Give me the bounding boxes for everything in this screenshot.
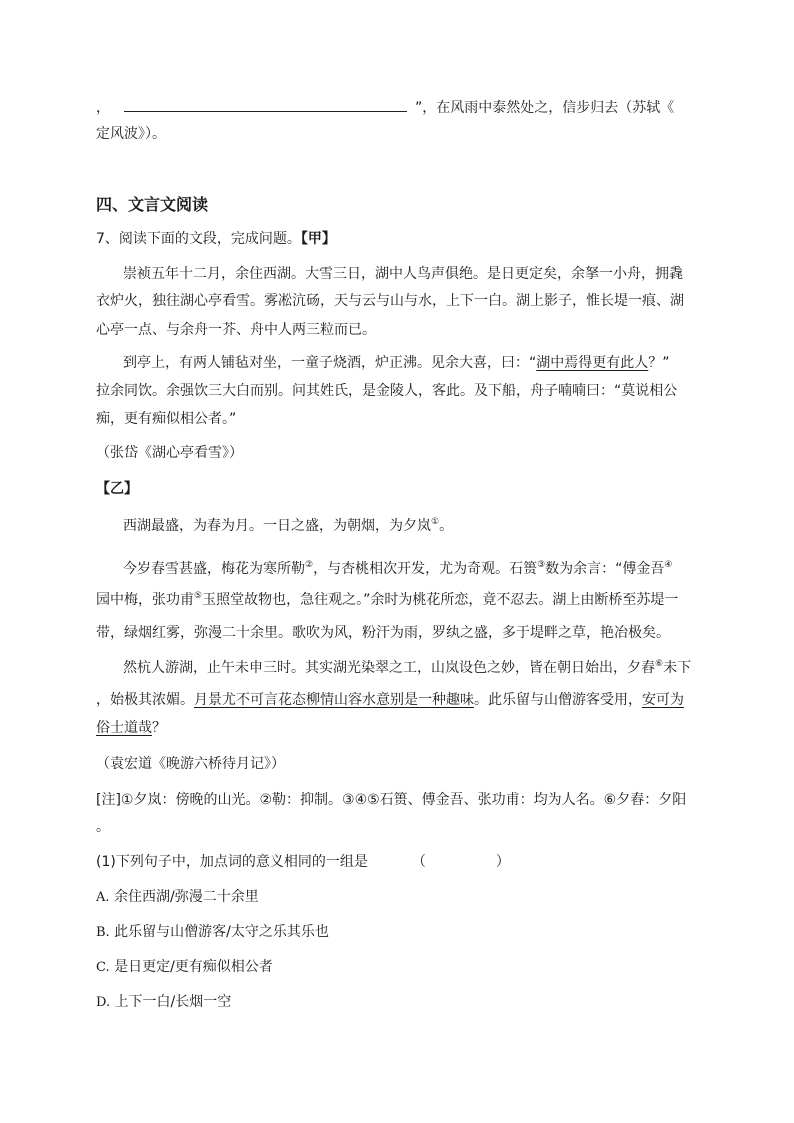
yi-p3-line2: ，始极其浓媚。月景尤不可言花态柳情山容水意别是一种趣味。此乐留与山僧游客受用，安可为 <box>96 692 684 708</box>
footnote-marker: ⑤ <box>194 591 203 601</box>
passage-jia-label: 【甲】 <box>300 231 336 247</box>
sub-question-stem: (1)下列句子中，加点词的意义相同的一组是 （ ） <box>96 854 510 870</box>
section-title: 四、文言文阅读 <box>96 195 209 214</box>
question-intro: 7、阅读下面的文段，完成问题。【甲】 <box>96 231 336 247</box>
yi-p2-line2: 园中梅，张功甫⑤玉照堂故物也，急往观之。”余时为桃花所恋，竟不忍去。湖上由断桥至苏堤一 <box>96 591 679 608</box>
underlined-sentence: 月景尤不可言花态柳情山容水意别是一种趣味 <box>194 692 474 708</box>
yi-p3-line1: 然杭人游湖，止午未申三时。其实湖光染翠之工，山岚设色之妙，皆在朝日始出，夕舂⑥未下 <box>123 659 692 676</box>
jia-p2-line2: 拉余同饮。余强饮三大白而别。问其姓氏，是金陵人，客此。及下船，舟子喃喃曰：“莫说相公 <box>96 383 678 399</box>
notes-line2: 。 <box>96 819 110 835</box>
yi-source: （袁宏道《晚游六桥待月记》） <box>96 756 285 772</box>
comma-text: ， <box>96 100 110 116</box>
jia-p1-line1: 崇祯五年十二月，余住西湖。大雪三日，湖中人鸟声俱绝。是日更定矣，余拏一小舟，拥毳 <box>123 266 683 282</box>
underlined-phrase: 俗士道哉 <box>96 720 152 736</box>
footnote-marker: ② <box>305 560 314 570</box>
footnote-marker: ③ <box>537 560 546 570</box>
fill-in-text: ”，在风雨中泰然处之，信步归去（苏轼《 <box>415 100 675 116</box>
fill-in-line-1 <box>96 97 674 118</box>
jia-source: （张岱《湖心亭看雪》） <box>96 445 243 461</box>
jia-p2-line1: 到亭上，有两人铺毡对坐，一童子烧酒，炉正沸。见余大喜，曰：“湖中焉得更有此人？” <box>123 355 670 371</box>
option-d[interactable]: D. 上下一白/长烟一空 <box>96 994 232 1010</box>
underlined-phrase: 安可为 <box>642 692 684 708</box>
jia-p1-line3: 心亭一点、与余舟一芥、舟中人两三粒而已。 <box>96 322 376 338</box>
option-c[interactable]: C. 是日更定/更有痴似相公者 <box>96 959 273 975</box>
jia-p1-line2: 衣炉火，独往湖心亭看雪。雾凇沆砀，天与云与山与水，上下一白。湖上影子，惟长堤一痕、湖 <box>96 293 684 309</box>
yi-p3-line3: 俗士道哉？ <box>96 720 166 736</box>
notes-line1: [注]①夕岚：傍晚的山光。②勒：抑制。③④⑤石篑、傅金吾、张功甫：均为人名。⑥夕舂：夕阳 <box>96 792 687 808</box>
underlined-sentence: 湖中焉得更有此人 <box>536 355 649 371</box>
fill-in-line-2: 定风波》）。 <box>96 126 166 142</box>
footnote-marker: ④ <box>664 560 673 570</box>
answer-blank[interactable] <box>124 97 407 112</box>
passage-yi-label: 【乙】 <box>96 481 138 497</box>
option-a[interactable]: A. 余住西湖/弥漫二十余里 <box>96 889 259 905</box>
yi-p2-line1: 今岁春雪甚盛，梅花为寒所勒②，与杏桃相次开发，尤为奇观。石篑③数为余言：“傅金吾④ <box>123 560 673 577</box>
yi-p1: 西湖最盛，为春为月。一日之盛，为朝烟，为夕岚①。 <box>123 517 454 534</box>
footnote-marker: ① <box>431 517 440 527</box>
option-b[interactable]: B. 此乐留与山僧游客/太守之乐其乐也 <box>96 924 329 940</box>
yi-p2-line3: 带，绿烟红雾，弥漫二十余里。歌吹为风，粉汗为雨，罗纨之盛，多于堤畔之草，艳冶极矣。 <box>96 625 670 641</box>
jia-p2-line3: 痴，更有痴似相公者。” <box>96 411 237 427</box>
footnote-marker: ⑥ <box>655 659 664 669</box>
